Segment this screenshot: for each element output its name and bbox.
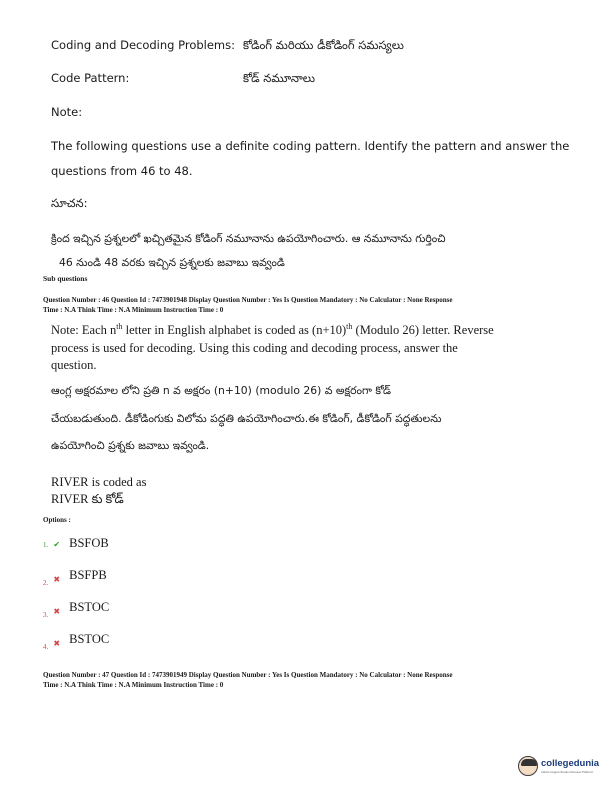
q46-telugu-line3: ఉపయోగించి ప్రశ్నకు జవాబు ఇవ్వండి. bbox=[51, 439, 210, 452]
wrong-cross-icon: ✖ bbox=[53, 639, 61, 648]
q46-question-en: RIVER is coded as bbox=[51, 475, 147, 489]
q46-note-prefix: Note: Each n bbox=[51, 323, 117, 338]
option-3-text: BSTOC bbox=[69, 600, 110, 614]
note-label: Note: bbox=[51, 105, 83, 119]
telugu-note-line2: 46 నుండి 48 వరకు ఇచ్చిన ప్రశ్నలకు జవాబు ఇవ్వండి bbox=[59, 256, 285, 269]
q46-telugu-line1: ఆంగ్ల అక్షరమాల లోని ప్రతి n వ అక్షరం (n+10) (modulo 26) వ అక్షరంగా కోడ్ bbox=[51, 384, 392, 397]
q46-note-mid: letter in English alphabet is coded as (n+10) bbox=[122, 323, 347, 338]
option-2[interactable] bbox=[43, 564, 107, 587]
wrong-cross-icon: ✖ bbox=[53, 607, 61, 616]
q46-note-line2: process is used for decoding. Using this coding and decoding process, answer the bbox=[51, 341, 458, 355]
q46-note-sup1: th bbox=[116, 322, 123, 331]
telugu-note-line1: క్రింద ఇచ్చిన ప్రశ్నలలో ఖచ్చితమైన కోడింగ్ నమూనాను ఉపయోగించారు. ఆ నమూనాను గుర్తించి bbox=[51, 232, 446, 245]
option-4-text: BSTOC bbox=[69, 632, 110, 646]
option-1-number: 1. bbox=[43, 541, 49, 549]
code-pattern-value: కోడ్ నమూనాలు bbox=[243, 71, 315, 85]
q47-meta-line2: Time : N.A Think Time : N.A Minimum Instruction Time : 0 bbox=[43, 681, 224, 689]
option-4-number: 4. bbox=[43, 643, 49, 651]
option-3[interactable] bbox=[43, 596, 110, 619]
logo-tagline: India's largest Student Review Platform bbox=[541, 770, 594, 774]
correct-check-icon: ✔ bbox=[53, 540, 61, 549]
option-3-number: 3. bbox=[43, 611, 49, 619]
heading-value: కోడింగ్ మరియు డీకోడింగ్ సమస్యలు bbox=[243, 38, 404, 52]
note-text-line1: The following questions use a definite coding pattern. Identify the pattern and answer the bbox=[51, 139, 570, 153]
code-pattern-label: Code Pattern: bbox=[51, 71, 130, 85]
avatar-icon bbox=[518, 756, 538, 776]
logo-name: collegedunia bbox=[541, 758, 600, 769]
q46-question-te: RIVER కు కోడ్ bbox=[51, 492, 124, 506]
q46-note-suffix: (Modulo 26) letter. Reverse bbox=[352, 323, 494, 338]
option-1[interactable] bbox=[43, 532, 109, 551]
option-1-text: BSFOB bbox=[69, 536, 109, 550]
telugu-note-label: సూచన: bbox=[51, 196, 88, 210]
q46-note-line3: question. bbox=[51, 358, 97, 372]
q47-meta-line1: Question Number : 47 Question Id : 7473901949 Display Question Number : Yes Is Question Mandatory : No Calculator : None Response bbox=[43, 671, 453, 679]
option-2-number: 2. bbox=[43, 579, 49, 587]
note-text-line2: questions from 46 to 48. bbox=[51, 164, 193, 178]
q46-meta-line1: Question Number : 46 Question Id : 7473901948 Display Question Number : Yes Is Question Mandatory : No Calculator : None Response bbox=[43, 296, 453, 304]
collegedunia-logo bbox=[518, 753, 610, 783]
heading-label: Coding and Decoding Problems: bbox=[51, 38, 236, 52]
q46-options-label: Options : bbox=[43, 516, 71, 524]
q46-note-sup2: th bbox=[346, 322, 353, 331]
option-4[interactable] bbox=[43, 628, 110, 651]
q46-telugu-line2: చేయబడుతుంది. డీకోడింగుకు విలోమ పద్ధతి ఉపయోగించారు.ఈ కోడింగ్, డీకోడింగ్ పద్ధతులను bbox=[51, 412, 442, 425]
option-2-text: BSFPB bbox=[69, 568, 107, 582]
wrong-cross-icon: ✖ bbox=[53, 575, 61, 584]
q46-meta-line2: Time : N.A Think Time : N.A Minimum Instruction Time : 0 bbox=[43, 306, 224, 314]
q46-note-line1 bbox=[51, 322, 494, 338]
sub-questions-label: Sub questions bbox=[43, 274, 88, 283]
